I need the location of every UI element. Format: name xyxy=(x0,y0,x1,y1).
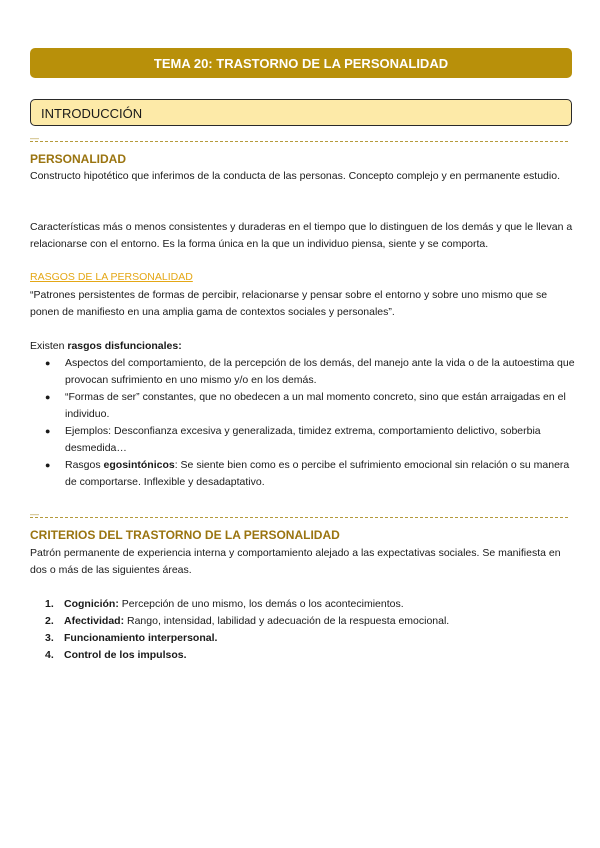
dysfunctional-intro xyxy=(30,338,575,355)
intro-label: INTRODUCCIÓN xyxy=(41,106,143,121)
list-item xyxy=(30,647,575,664)
item-number: 3. xyxy=(45,632,54,644)
item-label: Cognición: xyxy=(64,598,119,610)
list-item: ● Ejemplos: Desconfianza excesiva y generalizada, timidez extrema, comportamiento delictivo, soberbia desmedida… xyxy=(30,423,575,457)
list-item xyxy=(30,613,575,630)
criterios-intro: Patrón permanente de experiencia interna y comportamiento alejado a las expectativas sociales. Se manifiesta en dos o más de las siguientes áreas. xyxy=(30,547,561,576)
ego-label: egosintónicos xyxy=(103,459,175,471)
dysfunctional-list xyxy=(30,355,575,491)
personalidad-characteristics: Características más o menos consistentes y duraderas en el tiempo que lo distinguen de los demás y que le llevan a relacionarse con el entorno. Es la forma única en la que un individuo piensa, siente y se comporta. xyxy=(30,221,573,250)
item-label: Afectividad: xyxy=(64,615,125,627)
personalidad-definition: Constructo hipotético que inferimos de la conducta de las personas. Concepto complejo y en permanente estudio. xyxy=(30,170,560,182)
section-divider xyxy=(30,141,568,142)
divider-mark: — xyxy=(30,509,39,519)
item-label: Control de los impulsos. xyxy=(64,649,187,661)
dysfunctional-prefix: Existen xyxy=(30,340,68,352)
personalidad-heading: PERSONALIDAD xyxy=(30,152,127,166)
item-number: 4. xyxy=(45,649,54,661)
section-divider xyxy=(30,517,568,518)
rasgos-quote: “Patrones persistentes de formas de percibir, relacionarse y pensar sobre el entorno y sobre uno mismo que se ponen de manifiesto en una amplia gama de contextos sociales y personales”. xyxy=(30,289,548,318)
divider-mark: — xyxy=(30,133,39,143)
ego-prefix: Rasgos xyxy=(65,459,104,471)
list-item: ● Aspectos del comportamiento, de la percepción de los demás, del manejo ante la vida o de la autoestima que provocan sufrimiento en uno mismo y/o en los demás. xyxy=(30,355,575,389)
item-text: Rango, intensidad, labilidad y adecuación de la respuesta emocional. xyxy=(124,615,450,627)
dysfunctional-label: rasgos disfuncionales: xyxy=(67,340,182,352)
item-number: 1. xyxy=(45,598,54,610)
ego-text: : Se siente bien como es o percibe el sufrimiento emocional sin relación o su manera de comportarse. Inflexible y desadaptativo. xyxy=(65,459,570,488)
item-label: Funcionamiento interpersonal. xyxy=(64,632,218,644)
criteria-list xyxy=(30,596,575,664)
intro-section-box xyxy=(30,99,572,126)
list-item: ● “Formas de ser” constantes, que no obedecen a un mal momento concreto, sino que están arraigadas en el individuo. xyxy=(30,389,575,423)
item-text: Percepción de uno mismo, los demás o los acontecimientos. xyxy=(118,598,404,610)
criterios-heading: CRITERIOS DEL TRASTORNO DE LA PERSONALIDAD xyxy=(30,528,340,542)
list-item xyxy=(30,596,575,613)
list-item xyxy=(30,630,575,647)
list-item xyxy=(30,457,575,491)
page-title: TEMA 20: TRASTORNO DE LA PERSONALIDAD xyxy=(30,48,572,78)
rasgos-link[interactable]: RASGOS DE LA PERSONALIDAD xyxy=(30,271,193,283)
item-number: 2. xyxy=(45,615,54,627)
